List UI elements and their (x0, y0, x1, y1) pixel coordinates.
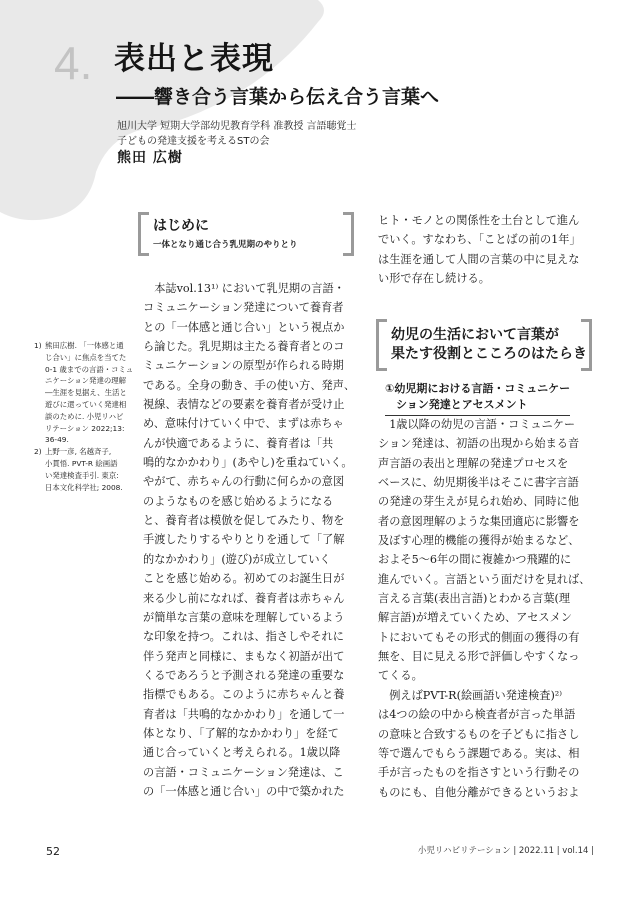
bracket-corner (581, 368, 589, 371)
body-line: の「一体感と通じ合い」の中で築かれた (143, 784, 345, 798)
reference-note (34, 446, 132, 493)
body-line: 1歳以降の幼児の言語・コミュニケー (378, 418, 576, 431)
note-line: ―生涯を見据え、生活と (45, 388, 127, 398)
body-line: 進んでいく。言語という面だけを見れば、 (378, 572, 591, 586)
reference-notes (34, 340, 132, 493)
body-line: め、意味付けていく中で、まずは赤ちゃ (143, 417, 344, 431)
section-subheading: 一体となり通じ合う乳児期のやりとり (153, 240, 298, 250)
note-line: 36-49. (45, 435, 69, 445)
body-line: な印象を持つ。これは、指さしやそれに (143, 630, 344, 644)
reference-note (34, 340, 132, 446)
bracket-corner (581, 319, 589, 322)
body-column-right-top (378, 211, 592, 288)
body-line: 来る少し前になれば、養育者は赤ちゃん (143, 591, 345, 605)
body-column-right (378, 415, 592, 802)
section-heading: はじめに (153, 218, 209, 234)
body-line: 本誌vol.13¹⁾ において乳児期の言語・ (143, 282, 345, 295)
subsection-heading-line: ション発達とアセスメント (385, 398, 528, 411)
bracket-corner (141, 253, 149, 256)
body-line: 指標でもある。このように赤ちゃんと養 (143, 688, 345, 702)
author-affiliation: 旭川大学 短期大学部幼児教育学科 准教授 言語聴覚士 (117, 121, 357, 132)
body-line: ヒト・モノとの関係性を土台として進ん (378, 214, 580, 227)
body-line: と、養育者は模倣を促してみたり、物を (143, 514, 345, 528)
body-line: の意味と合致するものを子どもに指さし (378, 727, 580, 741)
author-name: 熊田 広樹 (117, 150, 183, 166)
body-line: のようなものを感じ始めるようになる (143, 494, 334, 508)
body-line: の言語・コミュニケーション発達は、こ (143, 765, 344, 779)
note-number: 1) (34, 341, 42, 350)
article-title: 表出と表現 (114, 41, 274, 77)
body-line: 体となり、「了解的なかかわり」を経て (143, 726, 339, 740)
body-line: くるであろうと予測される発達の重要な (143, 668, 345, 682)
body-line: の発達の芽生えが見られ始め、同時に他 (378, 495, 579, 509)
body-line: い形で存在し続ける。 (378, 272, 490, 286)
body-line: が簡単な言葉の意味を理解しているよう (143, 610, 345, 624)
section-heading (391, 326, 587, 364)
section-heading-box (376, 319, 592, 371)
body-line: ベースに、幼児期後半はそこに書字言語 (378, 476, 579, 490)
author-affiliation-secondary: 子どもの発達支援を考えるSTの会 (117, 136, 270, 147)
body-line: でいく。すなわち、「ことばの前の1年」 (378, 233, 581, 247)
journal-footer: 小児リハビリテーション | 2022.11 | vol.14 | (417, 846, 594, 856)
body-line: 解言語)が増えていくため、アセスメン (378, 611, 572, 625)
body-line: 通じ合っていくと考えられる。1歳以降 (143, 746, 341, 760)
section-heading-box (138, 212, 354, 256)
bracket-corner (343, 212, 351, 215)
bracket-corner (379, 319, 387, 322)
note-line: じ合い」に焦点を当てた (45, 352, 127, 362)
body-line: ものにも、自他分離ができるというおよ (378, 785, 580, 799)
body-line: ら論じた。乳児期は主たる養育者とのコ (143, 340, 345, 354)
body-line: ミュニケーションの原型が作られる時期 (143, 359, 344, 373)
section-heading-line: 果たす役割とこころのはたらき (391, 346, 587, 362)
body-line: んが快適であるように、養育者は「共 (143, 436, 334, 450)
body-line: 視線、表情などの要素を養育者が受け止 (143, 398, 345, 412)
body-line: 手渡したりするやりとりを通して「了解 (143, 533, 345, 547)
body-line: 的なかかわり」(遊び)が成立していく (143, 552, 331, 566)
note-line: 日本文化科学社; 2008. (45, 482, 123, 492)
body-line: 等で選んでもらう課題である。実は、相 (378, 746, 580, 760)
body-line: 伴う発声と同様に、まもなく初語が出て (143, 649, 345, 663)
body-line: およそ5～6年の間に複雑かつ飛躍的に (378, 553, 572, 567)
note-line: 熊田広樹. 「一体感と通 (45, 341, 124, 350)
note-line: い発達検査手引. 東京: (45, 470, 119, 480)
body-line: 鳴的なかかわり」(あやし)を重ねていく。 (143, 456, 353, 470)
note-line: 上野一彦, 名越斉子, (45, 447, 112, 457)
body-line: コミュニケーション発達について養育者 (143, 301, 344, 315)
body-line: 手が言ったものを指さすという行動その (378, 766, 580, 780)
body-line: 言える言葉(表出言語)とわかる言葉(理 (378, 592, 571, 606)
note-line: 遊びに還っていく発達相 (45, 399, 127, 409)
note-line: 0-1 歳までの言語・コミュ (45, 364, 134, 374)
note-line: リテーション 2022;13: (45, 423, 125, 433)
bracket-corner (379, 368, 387, 371)
bracket-corner (343, 253, 351, 256)
chapter-number: 4. (54, 37, 93, 89)
section-heading-line: 幼児の生活において言葉が (391, 327, 559, 343)
body-line: は4つの絵の中から検査者が言った単語 (378, 708, 576, 722)
note-line: 談のために. 小児リハビ (45, 411, 124, 421)
body-line: トにおいてもその形式的側面の獲得の有 (378, 630, 580, 644)
body-line: 及ぼす心理的機能の獲得が始まるなど、 (378, 534, 580, 548)
subsection-heading-line: ①幼児期における言語・コミュニケー (385, 382, 571, 395)
page-number: 52 (46, 845, 60, 858)
body-line: は生涯を通して人間の言葉の中に見えな (378, 252, 580, 266)
body-line: ことを感じ始める。初めてのお誕生日が (143, 572, 345, 586)
body-column-left (143, 279, 357, 801)
body-line: ション発達は、初語の出現から始まる音 (378, 437, 580, 451)
body-line: てくる。 (378, 669, 423, 683)
body-line: 育者は「共鳴的なかかわり」を通して一 (143, 707, 345, 721)
body-line: 例えばPVT-R(絵画語い発達検査)²⁾ (378, 688, 563, 702)
body-line: やがて、赤ちゃんの行動に何らかの意図 (143, 475, 345, 489)
body-line: 無を、目に見える形で評価しやすくなっ (378, 650, 580, 664)
note-line: 小貫悟. PVT-R 絵画語 (45, 458, 118, 468)
header-background-shape (0, 0, 640, 240)
body-line: 者の意図理解のような集団適応に影響を (378, 514, 580, 528)
note-number: 2) (34, 447, 42, 457)
body-line: 声言語の表出と理解の発達プロセスを (378, 456, 569, 470)
body-line: である。全身の動き、手の使い方、発声、 (143, 378, 356, 392)
bracket-corner (141, 212, 149, 215)
body-line: との「一体感と通じ合い」という視点か (143, 320, 345, 334)
article-subtitle: ――響き合う言葉から伝え合う言葉へ (116, 86, 440, 108)
note-line: ニケーション発達の理解 (45, 376, 127, 386)
subsection-heading (385, 381, 570, 416)
